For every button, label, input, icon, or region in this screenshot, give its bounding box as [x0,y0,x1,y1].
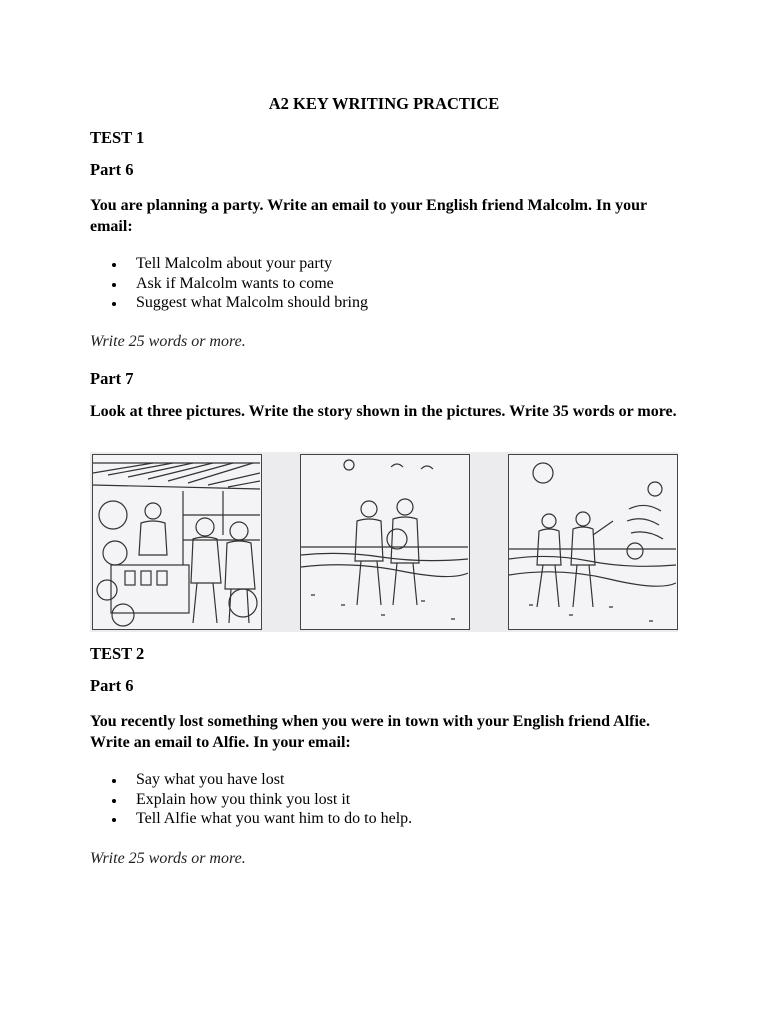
page-title: A2 KEY WRITING PRACTICE [268,94,500,113]
test1-part6-heading: Part 6 [90,160,134,179]
story-picture-beach-ball [300,454,470,630]
bullet-item: Tell Alfie what you want him to do to help. [108,809,412,829]
story-picture-ball-blown-away [508,454,678,630]
test1-part6-bullet-list [108,254,368,313]
test1-part7-heading: Part 7 [90,369,134,388]
test2-part6-prompt: You recently lost something when you were in town with your English friend Alfie. Write an email to Alfie. In your email: [90,713,651,751]
test2-part6-bullet-list [108,770,412,829]
test1-part6-instruction: Write 25 words or more. [90,333,246,350]
test2-part6-instruction: Write 25 words or more. [90,850,246,867]
test2-heading: TEST 2 [90,644,145,663]
bullet-item: Say what you have lost [108,770,412,790]
bullet-item: Explain how you think you lost it [108,790,412,810]
story-pictures [90,452,678,632]
test2-part6-heading: Part 6 [90,676,134,695]
test1-heading: TEST 1 [90,128,145,147]
bullet-item: Suggest what Malcolm should bring [108,293,368,313]
test1-part6-prompt: You are planning a party. Write an email to your English friend Malcolm. In your email: [90,197,647,235]
bullet-item: Ask if Malcolm wants to come [108,274,368,294]
bullet-item: Tell Malcolm about your party [108,254,368,274]
story-picture-shop [92,454,262,630]
test1-part7-prompt: Look at three pictures. Write the story shown in the pictures. Write 35 words or more. [90,403,677,420]
